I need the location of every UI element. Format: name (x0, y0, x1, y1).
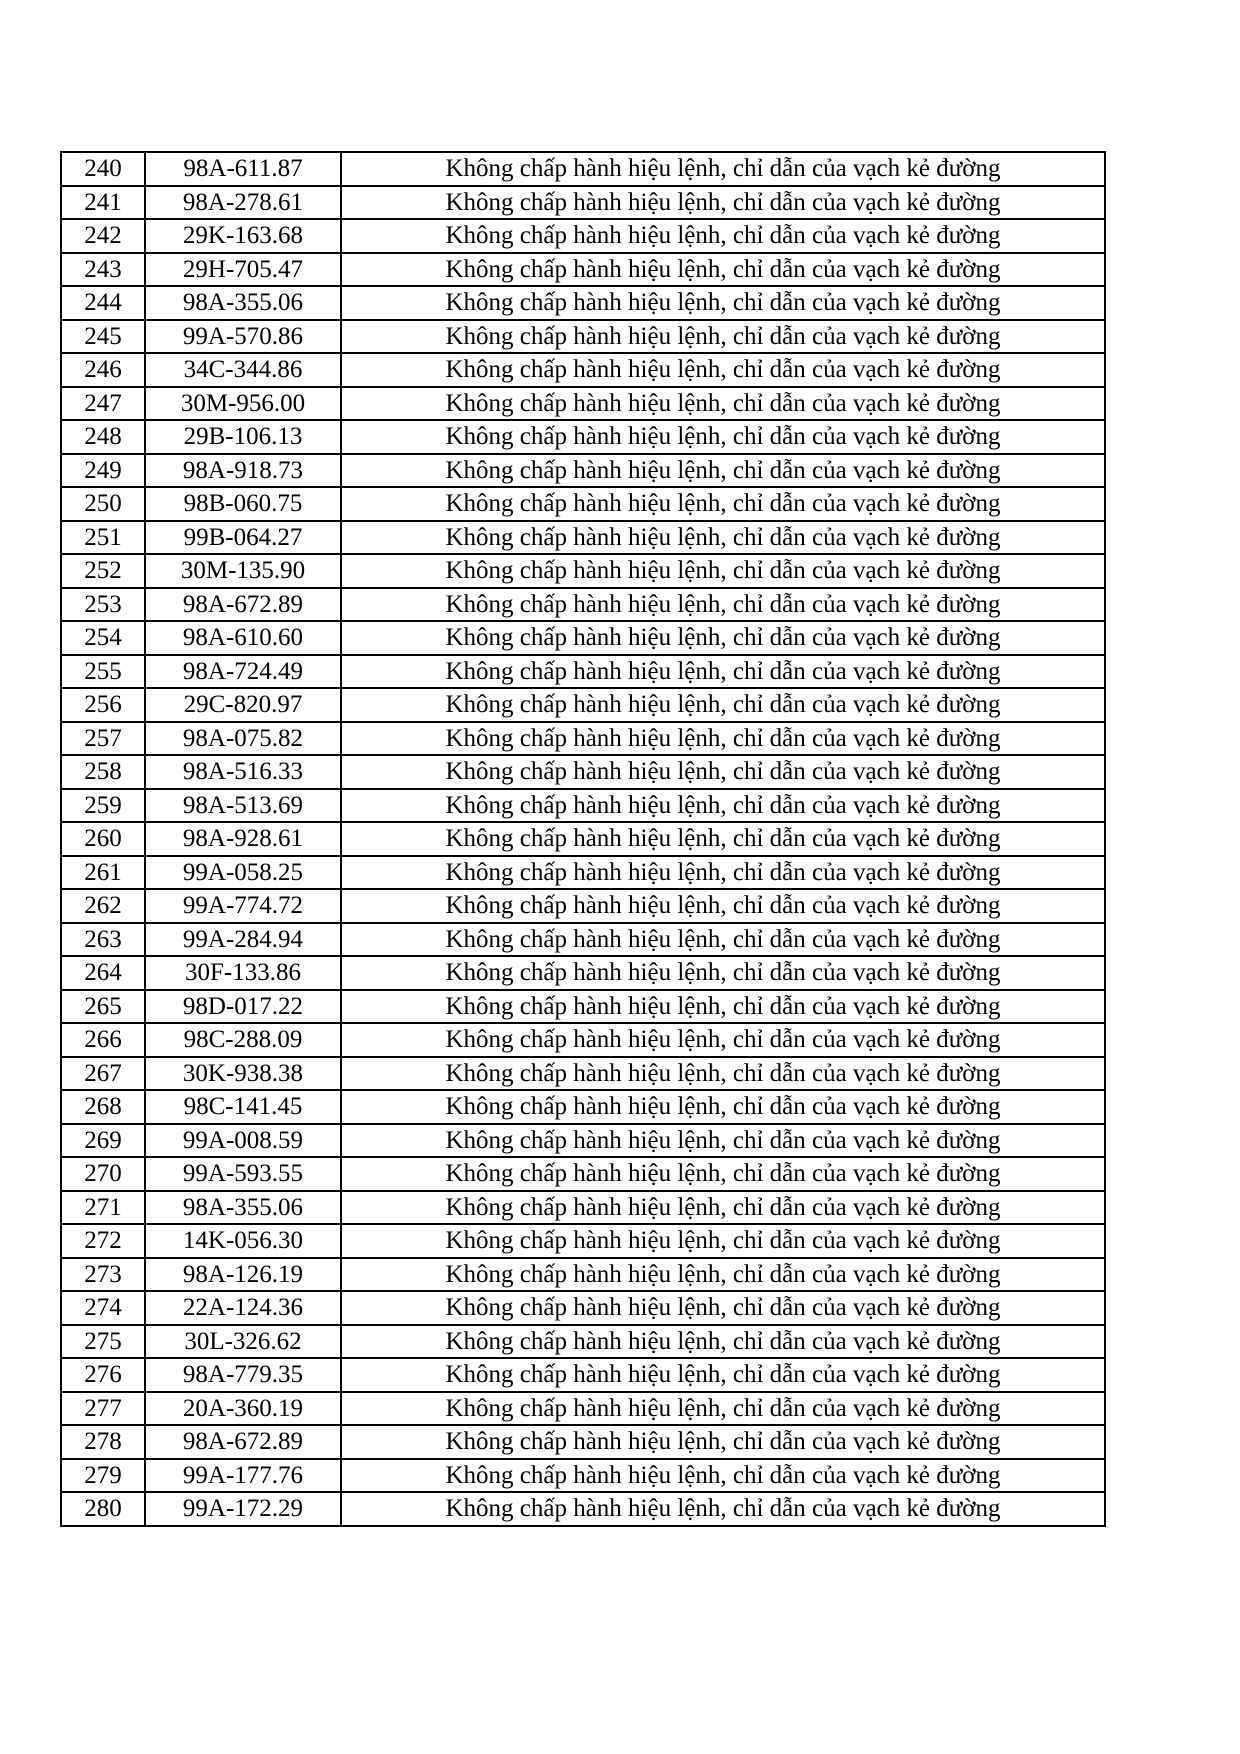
table-row (61, 521, 1105, 555)
table-row (61, 621, 1105, 655)
row-number-cell: 240 (61, 152, 145, 186)
violation-description-cell: Không chấp hành hiệu lệnh, chỉ dẫn của vạch kẻ đường (341, 1191, 1105, 1225)
license-plate-cell: 22A-124.36 (145, 1291, 341, 1325)
license-plate-cell: 99A-774.72 (145, 889, 341, 923)
violation-description-cell: Không chấp hành hiệu lệnh, chỉ dẫn của vạch kẻ đường (341, 286, 1105, 320)
license-plate-cell: 98A-928.61 (145, 822, 341, 856)
license-plate-cell: 99A-570.86 (145, 320, 341, 354)
row-number-cell: 270 (61, 1157, 145, 1191)
row-number-cell: 267 (61, 1057, 145, 1091)
row-number-cell: 249 (61, 454, 145, 488)
license-plate-cell: 99A-058.25 (145, 856, 341, 890)
license-plate-cell: 99A-008.59 (145, 1124, 341, 1158)
table-row (61, 789, 1105, 823)
license-plate-cell: 30F-133.86 (145, 956, 341, 990)
table-row (61, 1392, 1105, 1426)
violation-description-cell: Không chấp hành hiệu lệnh, chỉ dẫn của vạch kẻ đường (341, 420, 1105, 454)
violation-description-cell: Không chấp hành hiệu lệnh, chỉ dẫn của vạch kẻ đường (341, 822, 1105, 856)
table-row (61, 1358, 1105, 1392)
row-number-cell: 248 (61, 420, 145, 454)
license-plate-cell: 30M-956.00 (145, 387, 341, 421)
license-plate-cell: 98A-611.87 (145, 152, 341, 186)
license-plate-cell: 29H-705.47 (145, 253, 341, 287)
license-plate-cell: 34C-344.86 (145, 353, 341, 387)
license-plate-cell: 98B-060.75 (145, 487, 341, 521)
violation-description-cell: Không chấp hành hiệu lệnh, chỉ dẫn của vạch kẻ đường (341, 1057, 1105, 1091)
violation-description-cell: Không chấp hành hiệu lệnh, chỉ dẫn của vạch kẻ đường (341, 990, 1105, 1024)
license-plate-cell: 99A-172.29 (145, 1492, 341, 1526)
table-row (61, 1224, 1105, 1258)
table-row (61, 655, 1105, 689)
row-number-cell: 260 (61, 822, 145, 856)
violations-table (60, 151, 1106, 1527)
table-row (61, 755, 1105, 789)
table-row (61, 186, 1105, 220)
license-plate-cell: 98A-355.06 (145, 286, 341, 320)
table-row (61, 889, 1105, 923)
license-plate-cell: 20A-360.19 (145, 1392, 341, 1426)
table-row (61, 1090, 1105, 1124)
violation-description-cell: Không chấp hành hiệu lệnh, chỉ dẫn của vạch kẻ đường (341, 789, 1105, 823)
row-number-cell: 244 (61, 286, 145, 320)
table-row (61, 286, 1105, 320)
row-number-cell: 263 (61, 923, 145, 957)
row-number-cell: 277 (61, 1392, 145, 1426)
table-row (61, 1023, 1105, 1057)
row-number-cell: 242 (61, 219, 145, 253)
violation-description-cell: Không chấp hành hiệu lệnh, chỉ dẫn của vạch kẻ đường (341, 1425, 1105, 1459)
row-number-cell: 250 (61, 487, 145, 521)
license-plate-cell: 99A-593.55 (145, 1157, 341, 1191)
table-row (61, 923, 1105, 957)
table-row (61, 387, 1105, 421)
violation-description-cell: Không chấp hành hiệu lệnh, chỉ dẫn của vạch kẻ đường (341, 722, 1105, 756)
violation-description-cell: Không chấp hành hiệu lệnh, chỉ dẫn của vạch kẻ đường (341, 487, 1105, 521)
row-number-cell: 253 (61, 588, 145, 622)
license-plate-cell: 98A-724.49 (145, 655, 341, 689)
violation-description-cell: Không chấp hành hiệu lệnh, chỉ dẫn của vạch kẻ đường (341, 889, 1105, 923)
violation-description-cell: Không chấp hành hiệu lệnh, chỉ dẫn của vạch kẻ đường (341, 588, 1105, 622)
violation-description-cell: Không chấp hành hiệu lệnh, chỉ dẫn của vạch kẻ đường (341, 1258, 1105, 1292)
row-number-cell: 269 (61, 1124, 145, 1158)
violation-description-cell: Không chấp hành hiệu lệnh, chỉ dẫn của vạch kẻ đường (341, 655, 1105, 689)
row-number-cell: 261 (61, 856, 145, 890)
table-row (61, 722, 1105, 756)
table-row (61, 152, 1105, 186)
violation-description-cell: Không chấp hành hiệu lệnh, chỉ dẫn của vạch kẻ đường (341, 1291, 1105, 1325)
violation-description-cell: Không chấp hành hiệu lệnh, chỉ dẫn của vạch kẻ đường (341, 1224, 1105, 1258)
license-plate-cell: 30K-938.38 (145, 1057, 341, 1091)
row-number-cell: 257 (61, 722, 145, 756)
table-row (61, 990, 1105, 1024)
table-row (61, 956, 1105, 990)
row-number-cell: 278 (61, 1425, 145, 1459)
violation-description-cell: Không chấp hành hiệu lệnh, chỉ dẫn của vạch kẻ đường (341, 755, 1105, 789)
row-number-cell: 268 (61, 1090, 145, 1124)
table-row (61, 856, 1105, 890)
row-number-cell: 264 (61, 956, 145, 990)
table-row (61, 1258, 1105, 1292)
violation-description-cell: Không chấp hành hiệu lệnh, chỉ dẫn của vạch kẻ đường (341, 621, 1105, 655)
violation-description-cell: Không chấp hành hiệu lệnh, chỉ dẫn của vạch kẻ đường (341, 1325, 1105, 1359)
table-row (61, 1157, 1105, 1191)
license-plate-cell: 98A-610.60 (145, 621, 341, 655)
license-plate-cell: 99B-064.27 (145, 521, 341, 555)
violation-description-cell: Không chấp hành hiệu lệnh, chỉ dẫn của vạch kẻ đường (341, 923, 1105, 957)
license-plate-cell: 98C-288.09 (145, 1023, 341, 1057)
license-plate-cell: 29B-106.13 (145, 420, 341, 454)
violation-description-cell: Không chấp hành hiệu lệnh, chỉ dẫn của vạch kẻ đường (341, 219, 1105, 253)
violation-description-cell: Không chấp hành hiệu lệnh, chỉ dẫn của vạch kẻ đường (341, 253, 1105, 287)
table-row (61, 588, 1105, 622)
table-row (61, 554, 1105, 588)
license-plate-cell: 29C-820.97 (145, 688, 341, 722)
row-number-cell: 251 (61, 521, 145, 555)
row-number-cell: 275 (61, 1325, 145, 1359)
row-number-cell: 266 (61, 1023, 145, 1057)
row-number-cell: 279 (61, 1459, 145, 1493)
license-plate-cell: 98A-075.82 (145, 722, 341, 756)
violation-description-cell: Không chấp hành hiệu lệnh, chỉ dẫn của vạch kẻ đường (341, 387, 1105, 421)
violation-description-cell: Không chấp hành hiệu lệnh, chỉ dẫn của vạch kẻ đường (341, 353, 1105, 387)
table-row (61, 1325, 1105, 1359)
violation-description-cell: Không chấp hành hiệu lệnh, chỉ dẫn của vạch kẻ đường (341, 454, 1105, 488)
license-plate-cell: 30L-326.62 (145, 1325, 341, 1359)
row-number-cell: 241 (61, 186, 145, 220)
table-row (61, 822, 1105, 856)
table-row (61, 688, 1105, 722)
violation-description-cell: Không chấp hành hiệu lệnh, chỉ dẫn của vạch kẻ đường (341, 856, 1105, 890)
license-plate-cell: 30M-135.90 (145, 554, 341, 588)
row-number-cell: 247 (61, 387, 145, 421)
violation-description-cell: Không chấp hành hiệu lệnh, chỉ dẫn của vạch kẻ đường (341, 186, 1105, 220)
table-row (61, 420, 1105, 454)
row-number-cell: 271 (61, 1191, 145, 1225)
violation-description-cell: Không chấp hành hiệu lệnh, chỉ dẫn của vạch kẻ đường (341, 1157, 1105, 1191)
row-number-cell: 265 (61, 990, 145, 1024)
license-plate-cell: 98A-779.35 (145, 1358, 341, 1392)
violation-description-cell: Không chấp hành hiệu lệnh, chỉ dẫn của vạch kẻ đường (341, 1358, 1105, 1392)
license-plate-cell: 99A-284.94 (145, 923, 341, 957)
violation-description-cell: Không chấp hành hiệu lệnh, chỉ dẫn của vạch kẻ đường (341, 1023, 1105, 1057)
license-plate-cell: 99A-177.76 (145, 1459, 341, 1493)
license-plate-cell: 29K-163.68 (145, 219, 341, 253)
table-row (61, 253, 1105, 287)
violation-description-cell: Không chấp hành hiệu lệnh, chỉ dẫn của vạch kẻ đường (341, 1492, 1105, 1526)
license-plate-cell: 98C-141.45 (145, 1090, 341, 1124)
license-plate-cell: 98A-355.06 (145, 1191, 341, 1225)
license-plate-cell: 98A-918.73 (145, 454, 341, 488)
license-plate-cell: 98A-672.89 (145, 588, 341, 622)
table-row (61, 454, 1105, 488)
table-row (61, 1459, 1105, 1493)
table-row (61, 1425, 1105, 1459)
table-row (61, 353, 1105, 387)
row-number-cell: 254 (61, 621, 145, 655)
violation-description-cell: Không chấp hành hiệu lệnh, chỉ dẫn của vạch kẻ đường (341, 1459, 1105, 1493)
row-number-cell: 245 (61, 320, 145, 354)
row-number-cell: 280 (61, 1492, 145, 1526)
license-plate-cell: 98A-672.89 (145, 1425, 341, 1459)
row-number-cell: 274 (61, 1291, 145, 1325)
table-row (61, 1492, 1105, 1526)
row-number-cell: 262 (61, 889, 145, 923)
table-row (61, 1291, 1105, 1325)
table-row (61, 219, 1105, 253)
violation-description-cell: Không chấp hành hiệu lệnh, chỉ dẫn của vạch kẻ đường (341, 1090, 1105, 1124)
license-plate-cell: 98A-516.33 (145, 755, 341, 789)
license-plate-cell: 98A-126.19 (145, 1258, 341, 1292)
row-number-cell: 252 (61, 554, 145, 588)
license-plate-cell: 98A-513.69 (145, 789, 341, 823)
violation-description-cell: Không chấp hành hiệu lệnh, chỉ dẫn của vạch kẻ đường (341, 1392, 1105, 1426)
violation-description-cell: Không chấp hành hiệu lệnh, chỉ dẫn của vạch kẻ đường (341, 554, 1105, 588)
row-number-cell: 255 (61, 655, 145, 689)
row-number-cell: 276 (61, 1358, 145, 1392)
violation-description-cell: Không chấp hành hiệu lệnh, chỉ dẫn của vạch kẻ đường (341, 521, 1105, 555)
row-number-cell: 273 (61, 1258, 145, 1292)
license-plate-cell: 98A-278.61 (145, 186, 341, 220)
table-row (61, 1191, 1105, 1225)
violation-description-cell: Không chấp hành hiệu lệnh, chỉ dẫn của vạch kẻ đường (341, 1124, 1105, 1158)
table-row (61, 1057, 1105, 1091)
violation-description-cell: Không chấp hành hiệu lệnh, chỉ dẫn của vạch kẻ đường (341, 688, 1105, 722)
row-number-cell: 256 (61, 688, 145, 722)
row-number-cell: 272 (61, 1224, 145, 1258)
table-row (61, 1124, 1105, 1158)
violation-description-cell: Không chấp hành hiệu lệnh, chỉ dẫn của vạch kẻ đường (341, 956, 1105, 990)
row-number-cell: 258 (61, 755, 145, 789)
row-number-cell: 246 (61, 353, 145, 387)
table-row (61, 487, 1105, 521)
row-number-cell: 259 (61, 789, 145, 823)
table-row (61, 320, 1105, 354)
table-body (61, 152, 1105, 1526)
license-plate-cell: 14K-056.30 (145, 1224, 341, 1258)
violation-description-cell: Không chấp hành hiệu lệnh, chỉ dẫn của vạch kẻ đường (341, 152, 1105, 186)
row-number-cell: 243 (61, 253, 145, 287)
license-plate-cell: 98D-017.22 (145, 990, 341, 1024)
violation-description-cell: Không chấp hành hiệu lệnh, chỉ dẫn của vạch kẻ đường (341, 320, 1105, 354)
